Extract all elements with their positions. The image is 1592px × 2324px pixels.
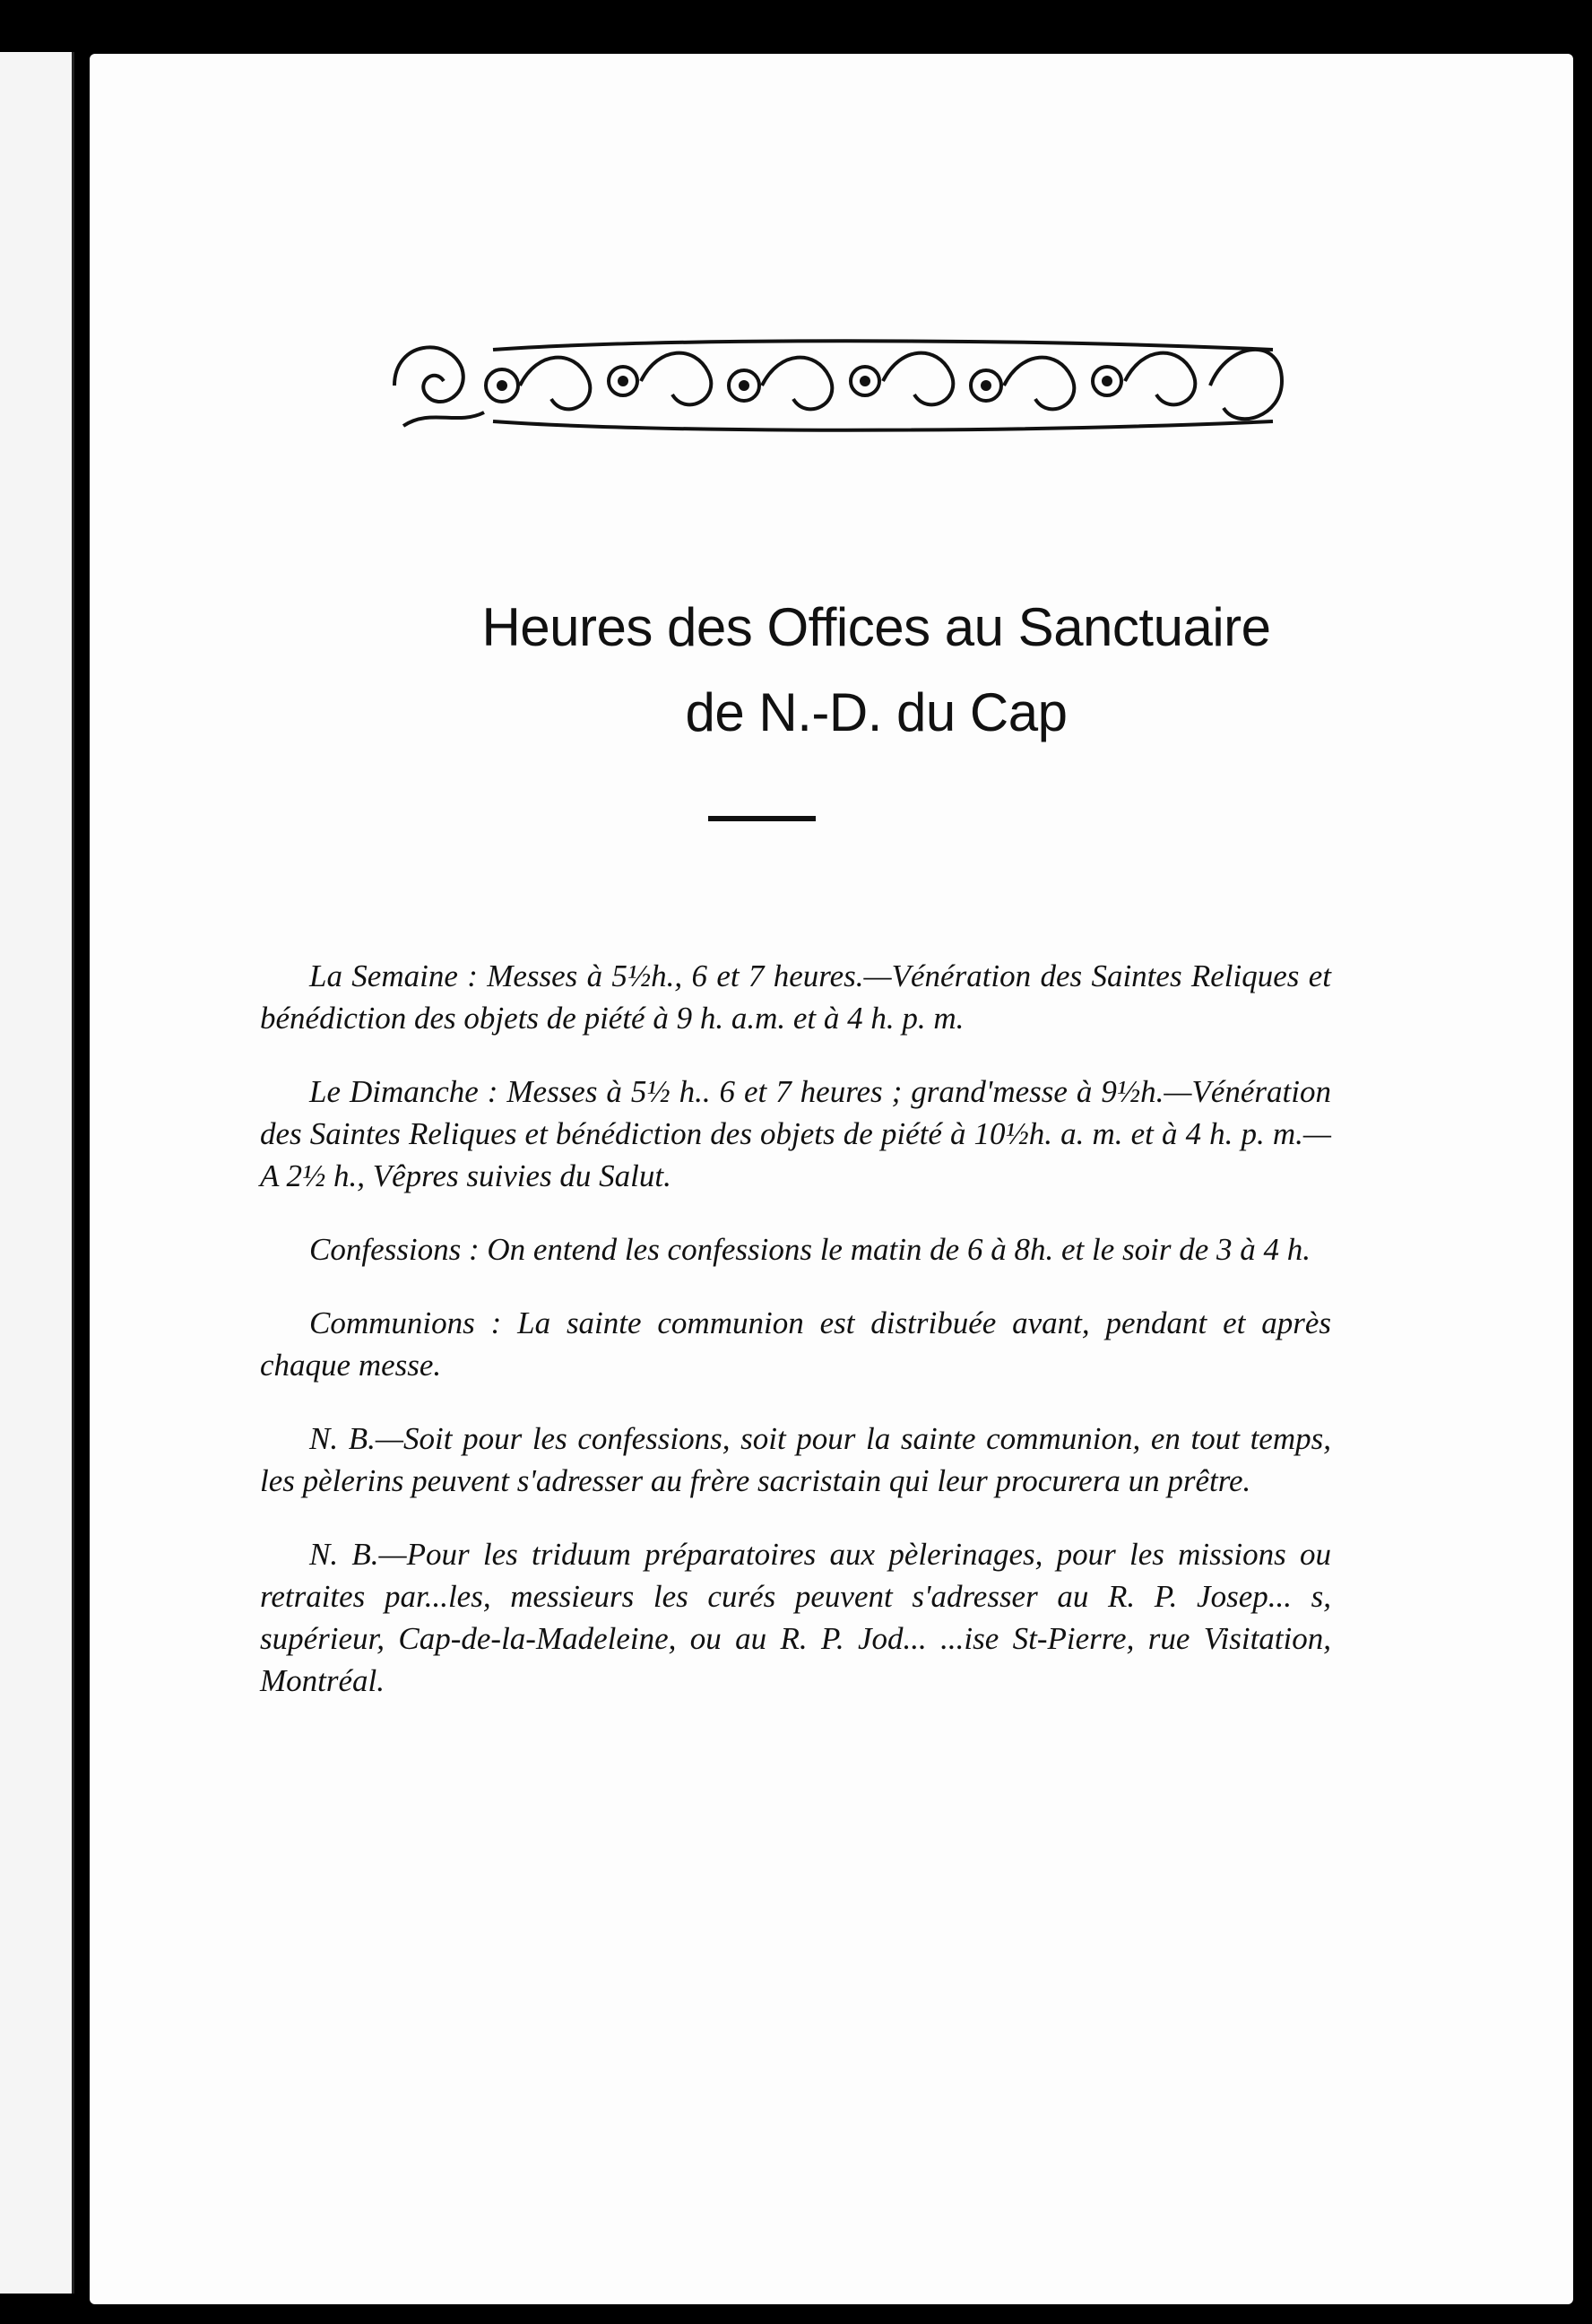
paragraph-nb-2	[260, 1533, 1331, 1702]
paragraph-text: La sainte communion est distribuée avant, pendant et après chaque messe.	[260, 1305, 1332, 1383]
page-title-line-1: Heures des Offices au Sanctuaire	[481, 597, 1271, 657]
paragraph-lead: N. B.—	[309, 1421, 403, 1456]
paragraph-lead: Confessions :	[309, 1232, 480, 1267]
paragraph-text: Messes à 5½h., 6 et 7 heures.—Vénération des Saintes Reliques et bénédiction des objets de piété à 9 h. a.m. et à 4 h. p. m.	[260, 958, 1331, 1036]
facing-page-edge	[0, 52, 74, 2294]
paragraph-confessions	[260, 1228, 1331, 1270]
decorative-border-ornament	[385, 327, 1291, 444]
paragraph-lead: N. B.—	[309, 1537, 407, 1572]
paragraph-text: On entend les confessions le matin de 6 à 8h. et le soir de 3 à 4 h.	[479, 1232, 1311, 1267]
paragraph-nb-1	[260, 1418, 1331, 1502]
paragraph-communions	[260, 1302, 1331, 1386]
paragraph-lead: La Semaine :	[309, 958, 478, 993]
document-page	[90, 54, 1573, 2304]
paragraph-dimanche	[260, 1071, 1331, 1197]
body-text	[260, 955, 1331, 1733]
paragraph-text: Pour les triduum préparatoires aux pèlerinages, pour les missions ou retraites par...les, messieurs les curés peuvent s'adresser au R. P. Josep... s, supérieur, Cap-de-la-Madeleine, ou au R. P. Jod... ...ise St-Pierre, rue Visitation, Montréal.	[260, 1537, 1331, 1698]
paragraph-text: Messes à 5½ h.. 6 et 7 heures ; grand'messe à 9½h.—Vénération des Saintes Reliques et bénédiction des objets de piété à 10½h. a. m. et à 4 h. p. m.—A 2½ h., Vêpres suivies du Salut.	[260, 1074, 1331, 1193]
paragraph-text: Soit pour les confessions, soit pour la sainte communion, en tout temps, les pèlerins peuvent s'adresser au frère sacristain qui leur procurera un prêtre.	[260, 1421, 1331, 1498]
paragraph-semaine	[260, 955, 1331, 1039]
page-title-line-2: de N.-D. du Cap	[685, 682, 1068, 742]
title-divider	[708, 816, 816, 821]
paragraph-lead: Communions :	[309, 1305, 502, 1340]
paragraph-lead: Le Dimanche :	[309, 1074, 498, 1109]
